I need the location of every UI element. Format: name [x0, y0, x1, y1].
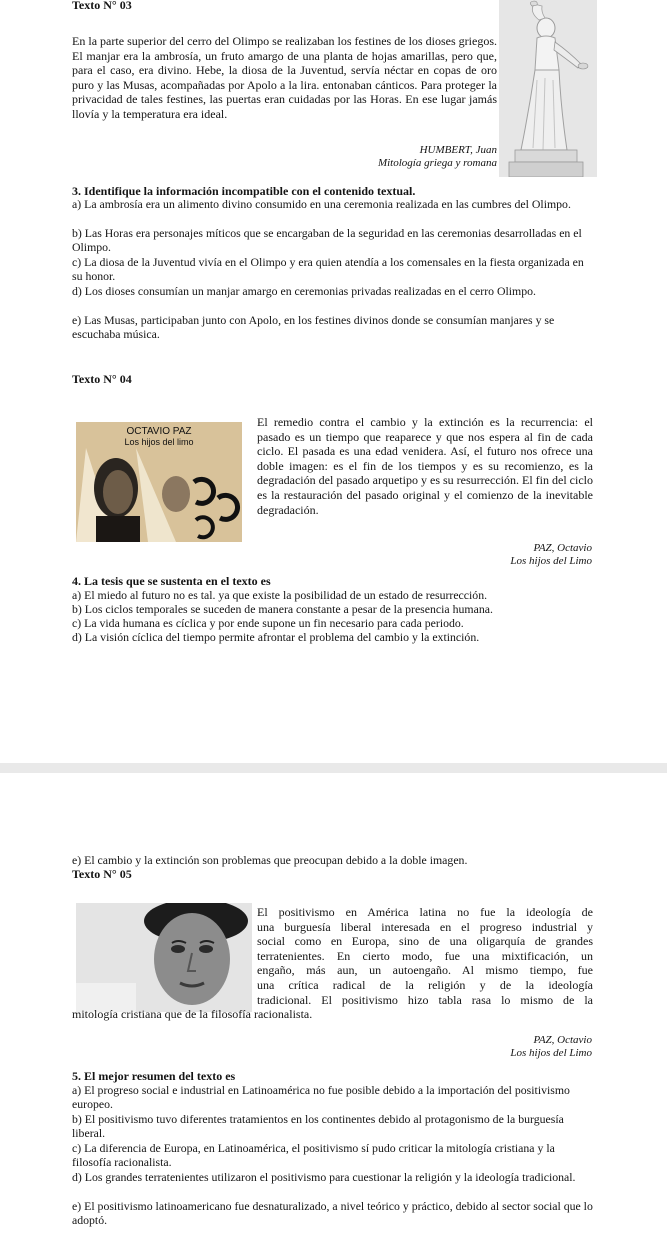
question-4-option-e: e) El cambio y la extinción son problemas que preocupan debido a la doble imagen. — [72, 853, 468, 867]
question-5-option-e: e) El positivismo latinoamericano fue desnaturalizado, a nivel teórico y práctico, debido al sector social que lo adoptó. — [72, 1199, 593, 1228]
texto-05-author: PAZ, Octavio — [533, 1034, 592, 1046]
hebe-statue-image — [499, 0, 597, 177]
texto-03-author: HUMBERT, Juan — [419, 144, 497, 156]
question-4-option-b: b) Los ciclos temporales se suceden de manera constante a pesar de la presencia humana. — [72, 602, 493, 616]
texto-05-line-4: terratenientes. En cierto modo, fue una mixtificación, un — [257, 948, 593, 963]
texto-04-paragraph: El remedio contra el cambio y la extinción es la recurrencia: el pasado es un tiempo que reaparece y que nos espera al fin de cada ciclo. El pasada es una edad venidera. Así, el futuro nos ofrece una doble imagen: es el fin de los tiempos y es su recomienzo, es la degradación del pasado arquetipo y es su resurrección. El fin del ciclo es la restauración del pasado original y el comienzo de la inevitable degradación. — [257, 415, 593, 517]
question-4-option-c: c) La vida humana es cíclica y por ende supone un fin necesario para cada periodo. — [72, 616, 464, 630]
texto-05-line-1: El positivismo en América latina no fue la ideología de — [257, 905, 593, 919]
texto-03-heading: Texto N° 03 — [72, 0, 132, 12]
book-cover-image — [76, 422, 242, 542]
question-3-option-d: d) Los dioses consumían un manjar amargo en ceremonias privadas realizadas en el cerro Olimpo. — [72, 284, 536, 298]
question-3-title: 3. Identifique la información incompatible con el contenido textual. — [72, 184, 416, 198]
question-5-option-b: b) El positivismo tuvo diferentes tratamientos en los continentes debido al protagonismo de la burguesía liberal. — [72, 1112, 564, 1141]
question-5-option-a: a) El progreso social e industrial en Latinoamérica no fue posible debido a la importación del positivismo europeo. — [72, 1083, 570, 1112]
texto-04-author: PAZ, Octavio — [533, 542, 592, 554]
book-cover-title: Los hijos del limo — [124, 437, 194, 447]
document-page-2 — [0, 773, 667, 1253]
page-separator — [0, 763, 667, 773]
question-4-option-d: d) La visión cíclica del tiempo permite afrontar el problema del cambio y la extinción. — [72, 630, 480, 644]
question-5-option-c: c) La diferencia de Europa, en Latinoamérica, el positivismo sí pudo criticar la mitología cristiana y la filosofía racionalista. — [72, 1141, 555, 1170]
texto-05-paragraph — [257, 905, 593, 1007]
texto-05-line-7: tradicional. El positivismo hizo tabla rasa lo mismo de la — [257, 992, 593, 1007]
texto-05-line-2: una burguesía liberal interesada en el progreso industrial y — [257, 919, 593, 934]
texto-03-work: Mitología griega y romana — [377, 157, 497, 169]
texto-04-heading: Texto N° 04 — [72, 372, 132, 386]
question-5-option-d: d) Los grandes terratenientes utilizaron el positivismo para cuestionar la religión y la ideología tradicional. — [72, 1170, 576, 1184]
question-3-option-c: c) La diosa de la Juventud vivía en el Olimpo y era quien atendía a los comensales en la fiesta organizada en su honor. — [72, 255, 584, 284]
texto-05-line-5: engaño, más aun, un autoengaño. Al mismo tiempo, fue — [257, 963, 593, 978]
texto-05-work: Los hijos del Limo — [510, 1047, 592, 1059]
question-3-option-a: a) La ambrosía era un alimento divino consumido en una ceremonia realizada en las cumbres del Olimpo. — [72, 197, 571, 211]
question-3-option-b: b) Las Horas era personajes míticos que se encargaban de la seguridad en las ceremonias desarrolladas en el Olimpo. — [72, 226, 582, 255]
texto-03-paragraph: En la parte superior del cerro del Olimpo se realizaban los festines de los dioses griegos. El manjar era la ambrosía, un fruto amargo de una planta de hojas amarillas, pero que, para el caso, era divino. Hebe, la diosa de la Juventud, servía néctar en copas de oro puro y las Musas, acompañadas por Apolo a la lira. entonaban cánticos. Para proteger la privacidad de tales festines, las puertas eran cuidadas por las Horas. En ese lugar jamás llovía y la temperatura era ideal. — [72, 34, 497, 121]
texto-05-line-8: mitología cristiana que de la filosofía racionalista. — [72, 1007, 313, 1021]
question-5-title: 5. El mejor resumen del texto es — [72, 1069, 236, 1083]
texto-05-heading: Texto N° 05 — [72, 867, 132, 881]
question-3-option-e: e) Las Musas, participaban junto con Apolo, en los festines divinos donde se consumían manjares y se escuchaba música. — [72, 313, 555, 342]
octavio-paz-portrait-image — [76, 903, 252, 1012]
book-cover-author: OCTAVIO PAZ — [126, 426, 192, 437]
texto-05-line-6: una crítica radical de la religión y de la ideología — [257, 977, 593, 992]
question-4-title: 4. La tesis que se sustenta en el texto es — [72, 574, 271, 588]
texto-04-work: Los hijos del Limo — [510, 555, 592, 567]
texto-05-line-3: social como en Europa, sino de una oligarquía de grandes — [257, 934, 593, 949]
question-4-option-a: a) El miedo al futuro no es tal. ya que existe la posibilidad de un estado de resurrección. — [72, 588, 488, 602]
